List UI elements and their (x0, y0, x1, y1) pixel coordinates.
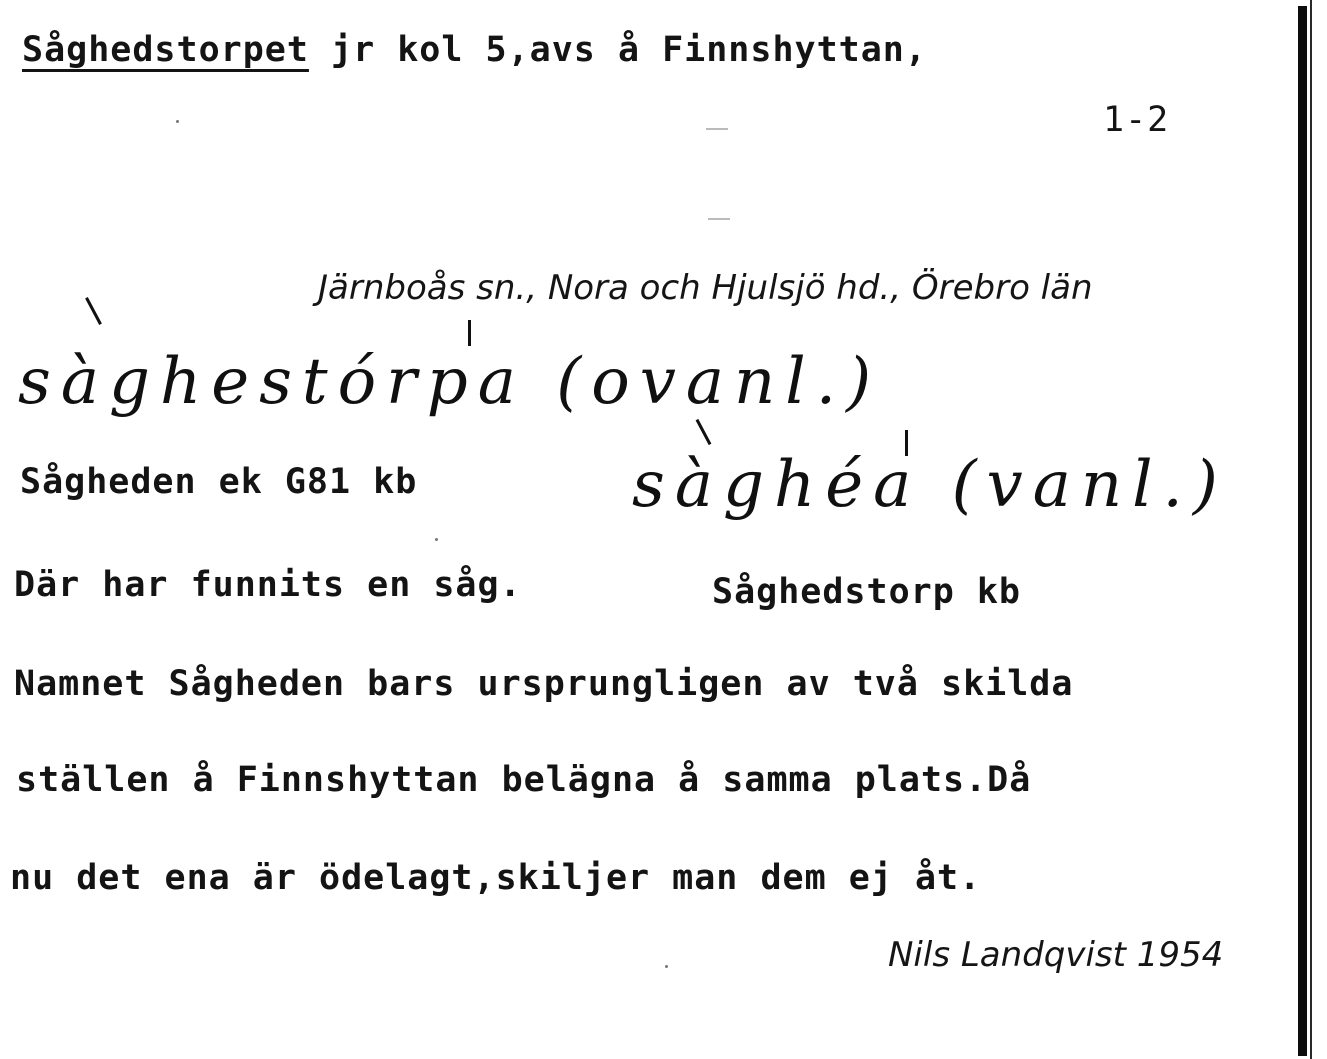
accent-mark (468, 320, 471, 346)
signature: Nils Landqvist 1954 (888, 935, 1224, 975)
card-header (22, 30, 927, 70)
card-edge-line (1310, 0, 1312, 1059)
scan-speck (706, 128, 728, 130)
pronunciation-1: sàghestórpa (ovanl.) (18, 345, 882, 419)
pronunciation-2: sàghéa (vanl.) (632, 448, 1228, 522)
scan-speck (665, 965, 668, 968)
body-line-1: Namnet Sågheden bars ursprungligen av två skilda (14, 664, 1074, 704)
body-line-2: ställen å Finnshyttan belägna å samma plats.Då (16, 760, 1032, 800)
scan-speck (708, 218, 730, 220)
place-reference: jr kol 5,avs å Finnshyttan, (308, 30, 927, 70)
form-line: Sågheden ek G81 kb (20, 462, 418, 502)
note-reference: Såghedstorp kb (712, 572, 1022, 612)
body-line-3: nu det ena är ödelagt,skiljer man dem ej åt. (10, 858, 982, 898)
parish-stamp: Järnboås sn., Nora och Hjulsjö hd., Örebro län (318, 268, 1093, 308)
accent-mark (696, 419, 712, 445)
place-name: Såghedstorpet (22, 30, 309, 70)
note-line: Där har funnits en såg. (14, 565, 522, 605)
card-edge-shadow (1298, 6, 1307, 1056)
scan-speck (176, 120, 179, 123)
card-number: 1-2 (1103, 100, 1170, 140)
accent-mark (85, 297, 102, 325)
scan-speck (435, 538, 438, 541)
